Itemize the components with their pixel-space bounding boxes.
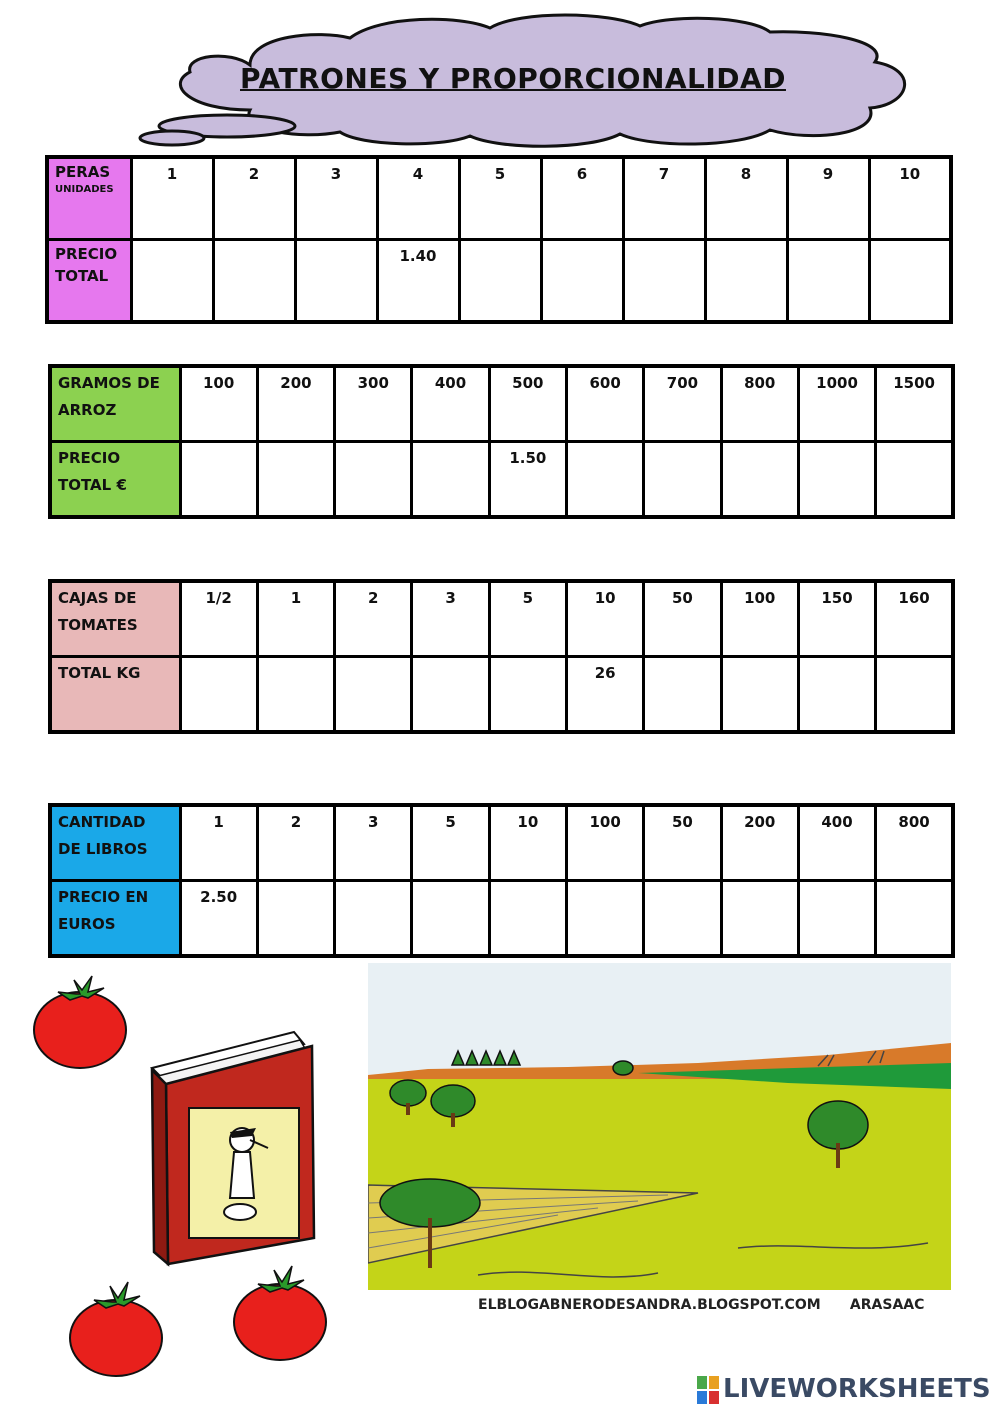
- books-table: [48, 803, 955, 958]
- answer-cell[interactable]: [412, 657, 489, 733]
- cell: 2: [213, 157, 295, 240]
- cell: 160: [876, 581, 953, 657]
- answer-cell[interactable]: [644, 881, 721, 957]
- answer-cell[interactable]: [721, 442, 798, 518]
- table-row: [47, 157, 951, 240]
- cell: 1: [131, 157, 213, 240]
- cell: 1: [257, 581, 334, 657]
- cell: 150: [798, 581, 875, 657]
- table-row: [50, 442, 953, 518]
- cell: 2: [335, 581, 412, 657]
- brand-name: LIVEWORKSHEETS: [723, 1374, 991, 1404]
- given-cell: 1.40: [377, 240, 459, 323]
- cell: 200: [721, 805, 798, 881]
- cell: 5: [489, 581, 566, 657]
- row-header-kg: TOTAL KG: [50, 657, 180, 733]
- cell: 5: [412, 805, 489, 881]
- answer-cell[interactable]: [566, 442, 643, 518]
- tomato-icon: [230, 1262, 330, 1362]
- cell: 1000: [798, 366, 875, 442]
- answer-cell[interactable]: [798, 657, 875, 733]
- answer-cell[interactable]: [412, 881, 489, 957]
- cell: 100: [180, 366, 257, 442]
- cell: 5: [459, 157, 541, 240]
- cell: 600: [566, 366, 643, 442]
- answer-cell[interactable]: [489, 881, 566, 957]
- cell: 50: [644, 805, 721, 881]
- row-header-boxes: CAJAS DE TOMATES: [50, 581, 180, 657]
- cell: 9: [787, 157, 869, 240]
- answer-cell[interactable]: [705, 240, 787, 323]
- credit-author: ARASAAC: [849, 1297, 925, 1313]
- tomatoes-table: [48, 579, 955, 734]
- given-cell: 26: [566, 657, 643, 733]
- tomato-icon: [66, 1278, 166, 1378]
- page-title: PATRONES Y PROPORCIONALIDAD: [240, 62, 786, 95]
- answer-cell[interactable]: [180, 657, 257, 733]
- table-row: [50, 366, 953, 442]
- cell: 3: [412, 581, 489, 657]
- cell: 800: [721, 366, 798, 442]
- tomato-icon: [30, 972, 130, 1072]
- cell: 8: [705, 157, 787, 240]
- cell: 200: [257, 366, 334, 442]
- answer-cell[interactable]: [798, 442, 875, 518]
- answer-cell[interactable]: [798, 881, 875, 957]
- cell: 100: [566, 805, 643, 881]
- cell: 700: [644, 366, 721, 442]
- answer-cell[interactable]: [180, 442, 257, 518]
- book-illustration: [144, 1028, 319, 1268]
- cell: 6: [541, 157, 623, 240]
- answer-cell[interactable]: [623, 240, 705, 323]
- answer-cell[interactable]: [459, 240, 541, 323]
- answer-cell[interactable]: [721, 881, 798, 957]
- pears-table: [45, 155, 953, 324]
- cell: 10: [489, 805, 566, 881]
- answer-cell[interactable]: [489, 657, 566, 733]
- table-row: [47, 240, 951, 323]
- cell: 3: [335, 805, 412, 881]
- cell: 100: [721, 581, 798, 657]
- cell: 300: [335, 366, 412, 442]
- liveworksheets-badge-icon: [697, 1376, 719, 1404]
- row-header-rice: GRAMOS DE ARROZ: [50, 366, 180, 442]
- answer-cell[interactable]: [257, 442, 334, 518]
- cell: 7: [623, 157, 705, 240]
- answer-cell[interactable]: [295, 240, 377, 323]
- answer-cell[interactable]: [131, 240, 213, 323]
- answer-cell[interactable]: [257, 657, 334, 733]
- given-cell: 1.50: [489, 442, 566, 518]
- credits: [478, 1297, 938, 1313]
- answer-cell[interactable]: [213, 240, 295, 323]
- row-header-pears: PERAS UNIDADES: [47, 157, 131, 240]
- table-row: [50, 581, 953, 657]
- rice-table: [48, 364, 955, 519]
- cell: 1/2: [180, 581, 257, 657]
- table-row: [50, 805, 953, 881]
- cell: 800: [876, 805, 953, 881]
- answer-cell[interactable]: [335, 881, 412, 957]
- answer-cell[interactable]: [876, 657, 953, 733]
- cell: 3: [295, 157, 377, 240]
- answer-cell[interactable]: [876, 442, 953, 518]
- cell: 1: [180, 805, 257, 881]
- cell: 2: [257, 805, 334, 881]
- cell: 1500: [876, 366, 953, 442]
- table-row: [50, 657, 953, 733]
- answer-cell[interactable]: [541, 240, 623, 323]
- landscape-illustration: [368, 963, 951, 1290]
- cell: 50: [644, 581, 721, 657]
- cell: 500: [489, 366, 566, 442]
- row-header-price: PRECIO TOTAL: [47, 240, 131, 323]
- answer-cell[interactable]: [644, 442, 721, 518]
- liveworksheets-logo[interactable]: [697, 1374, 997, 1410]
- answer-cell[interactable]: [644, 657, 721, 733]
- row-header-price: PRECIO EN EUROS: [50, 881, 180, 957]
- answer-cell[interactable]: [787, 240, 869, 323]
- answer-cell[interactable]: [412, 442, 489, 518]
- answer-cell[interactable]: [257, 881, 334, 957]
- table-row: [50, 881, 953, 957]
- answer-cell[interactable]: [721, 657, 798, 733]
- answer-cell[interactable]: [869, 240, 951, 323]
- cell: 10: [566, 581, 643, 657]
- credit-site[interactable]: ELBLOGABNERODESANDRA.BLOGSPOT.COM: [478, 1297, 821, 1313]
- cell: 4: [377, 157, 459, 240]
- row-header-books: CANTIDAD DE LIBROS: [50, 805, 180, 881]
- answer-cell[interactable]: [876, 881, 953, 957]
- cell: 10: [869, 157, 951, 240]
- cell: 400: [412, 366, 489, 442]
- answer-cell[interactable]: [566, 881, 643, 957]
- answer-cell[interactable]: [335, 442, 412, 518]
- answer-cell[interactable]: [335, 657, 412, 733]
- row-header-price: PRECIO TOTAL €: [50, 442, 180, 518]
- cell: 400: [798, 805, 875, 881]
- given-cell: 2.50: [180, 881, 257, 957]
